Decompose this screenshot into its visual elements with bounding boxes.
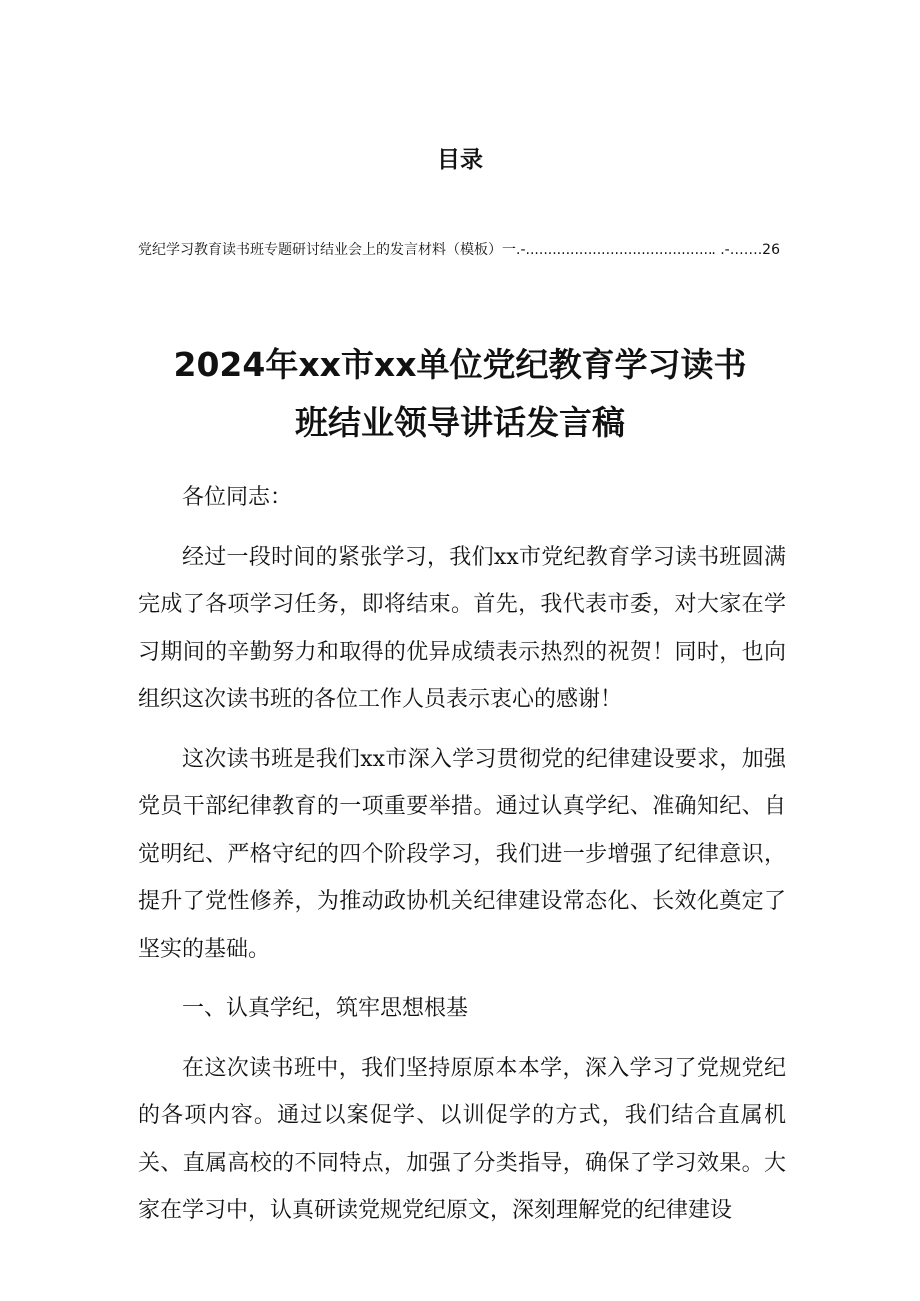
- toc-heading: 目录: [437, 147, 483, 173]
- toc-entry-leader: [526, 238, 712, 262]
- salutation: 各位同志：: [182, 485, 293, 510]
- toc-entry-title: 党纪学习教育读书班专题研讨结业会上的发言材料（模板）一.-: [138, 242, 526, 258]
- body-paragraph-1: 经过一段时间的紧张学习，我们xx市党纪教育学习读书班圆满完成了各项学习任务，即将结束。首先，我代表市委，对大家在学习期间的辛勤努力和取得的优异成绩表示热烈的祝贺！同时，也向组织这次读书班的各位工作人员表示衷心的感谢！: [138, 544, 786, 712]
- section-1-paragraph: 在这次读书班中，我们坚持原原本本学，深入学习了党规党纪的各项内容。通过以案促学、以训促学的方式，我们结合直属机关、直属高校的不同特点，加强了分类指导，确保了学习效果。大家在学习中，认真研读党规党纪原文，深刻理解党的纪律建设: [138, 1055, 786, 1223]
- toc-entry-page-number: . .-…….26: [711, 242, 780, 258]
- document-title: [110, 336, 810, 452]
- body-paragraph-2: 这次读书班是我们xx市深入学习贯彻党的纪律建设要求，加强党员干部纪律教育的一项重要举措。通过认真学纪、准确知纪、自觉明纪、严格守纪的四个阶段学习，我们进一步增强了纪律意识，提升了党性修养，为推动政协机关纪律建设常态化、长效化奠定了坚实的基础。: [138, 746, 786, 962]
- toc-entry[interactable]: [138, 238, 780, 262]
- document-body: [138, 474, 786, 1247]
- section-heading-1: 一、认真学纪，筑牢思想根基: [182, 996, 469, 1021]
- document-title-line-1: 2024年xx市xx单位党纪教育学习读书: [173, 345, 747, 384]
- document-title-line-2: 班结业领导讲话发言稿: [295, 403, 625, 442]
